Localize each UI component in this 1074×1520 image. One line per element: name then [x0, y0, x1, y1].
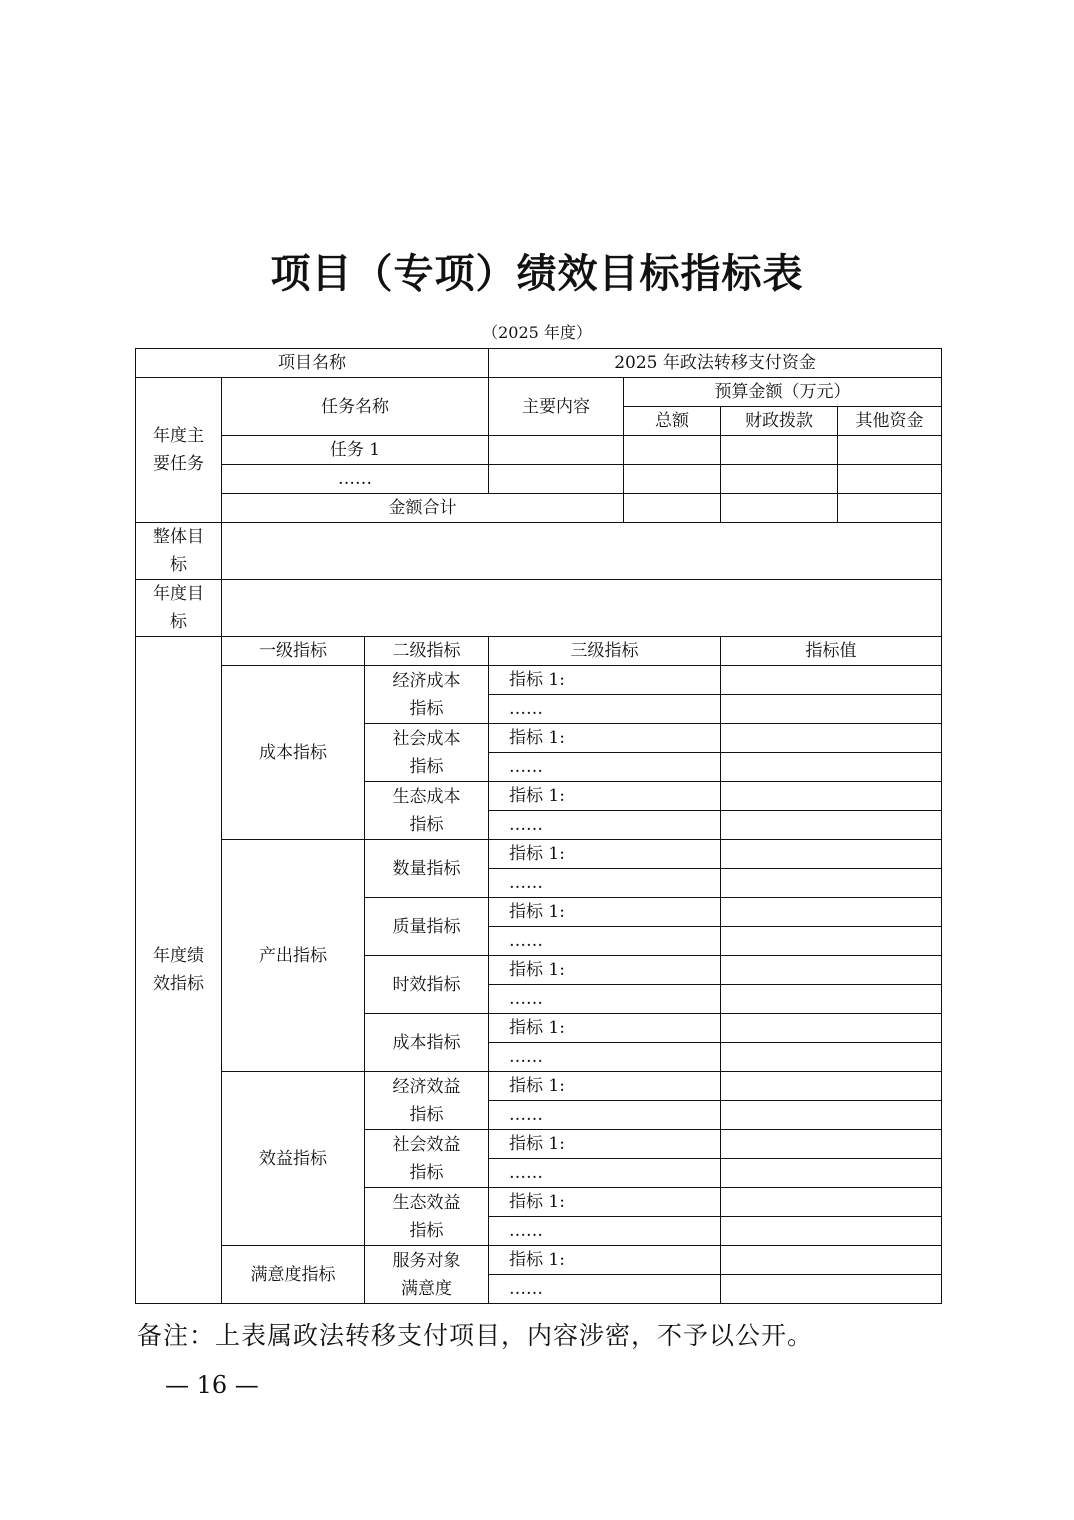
total-header: 总额: [624, 407, 721, 436]
sum-total: [624, 494, 721, 523]
indicator-value-cell: [721, 1130, 942, 1159]
indicator-row: [136, 840, 942, 869]
indicator-value-cell: [721, 1188, 942, 1217]
indicator-value-cell: [721, 1043, 942, 1072]
sum-other: [838, 494, 942, 523]
indicator-value-cell: [721, 869, 942, 898]
indicator-value-cell: [721, 724, 942, 753]
task-more-name: ……: [222, 465, 489, 494]
main-content-header: 主要内容: [489, 378, 624, 436]
task-1-total: [624, 436, 721, 465]
level3-indicator-1: 指标 1:: [489, 666, 721, 695]
level3-header: 三级指标: [489, 637, 721, 666]
task-more-content: [489, 465, 624, 494]
task-1-fiscal: [721, 436, 838, 465]
indicator-value-cell: [721, 840, 942, 869]
level3-indicator-1: 指标 1:: [489, 956, 721, 985]
indicator-value-cell: [721, 898, 942, 927]
level3-indicator-1: 指标 1:: [489, 1014, 721, 1043]
level3-indicator-more: ……: [489, 985, 721, 1014]
indicator-value-cell: [721, 753, 942, 782]
indicator-value-cell: [721, 927, 942, 956]
level3-indicator-more: ……: [489, 811, 721, 840]
level2-indicator: 生态效益指标: [365, 1188, 489, 1246]
level3-indicator-1: 指标 1:: [489, 1130, 721, 1159]
level3-indicator-more: ……: [489, 1159, 721, 1188]
task-more-fiscal: [721, 465, 838, 494]
indicator-value-cell: [721, 1246, 942, 1275]
indicator-value-header: 指标值: [721, 637, 942, 666]
indicator-row: [136, 666, 942, 695]
indicator-value-cell: [721, 1101, 942, 1130]
level3-indicator-more: ……: [489, 695, 721, 724]
level2-indicator: 生态成本指标: [365, 782, 489, 840]
level2-indicator: 质量指标: [365, 898, 489, 956]
indicator-value-cell: [721, 1014, 942, 1043]
level3-indicator-1: 指标 1:: [489, 898, 721, 927]
performance-target-table: [135, 348, 942, 1304]
level3-indicator-more: ……: [489, 927, 721, 956]
indicator-value-cell: [721, 1072, 942, 1101]
indicator-value-cell: [721, 985, 942, 1014]
level3-indicator-1: 指标 1:: [489, 724, 721, 753]
indicator-value-cell: [721, 1275, 942, 1304]
level3-indicator-1: 指标 1:: [489, 1188, 721, 1217]
task-more-total: [624, 465, 721, 494]
level2-indicator: 时效指标: [365, 956, 489, 1014]
level2-indicator: 社会成本指标: [365, 724, 489, 782]
indicator-value-cell: [721, 782, 942, 811]
budget-header: 预算金额（万元）: [624, 378, 942, 407]
page-title: 项目（专项）绩效目标指标表: [270, 251, 804, 297]
other-funds-header: 其他资金: [838, 407, 942, 436]
annual-goal-label: 年度目标: [136, 580, 222, 637]
level2-indicator: 服务对象满意度: [365, 1246, 489, 1304]
level2-header: 二级指标: [365, 637, 489, 666]
annual-goal-content: [222, 580, 942, 637]
level3-indicator-more: ……: [489, 753, 721, 782]
task-name-header: 任务名称: [222, 378, 489, 436]
remark-note: 备注：上表属政法转移支付项目，内容涉密，不予以公开。: [137, 1321, 814, 1350]
indicator-row: [136, 1246, 942, 1275]
indicator-value-cell: [721, 956, 942, 985]
level3-indicator-1: 指标 1:: [489, 1072, 721, 1101]
level1-indicator: 效益指标: [222, 1072, 365, 1246]
indicator-value-cell: [721, 666, 942, 695]
level3-indicator-1: 指标 1:: [489, 840, 721, 869]
level3-indicator-more: ……: [489, 1101, 721, 1130]
level1-indicator: 满意度指标: [222, 1246, 365, 1304]
level2-indicator: 经济成本指标: [365, 666, 489, 724]
level2-indicator: 社会效益指标: [365, 1130, 489, 1188]
level1-indicator: 产出指标: [222, 840, 365, 1072]
level3-indicator-1: 指标 1:: [489, 1246, 721, 1275]
level3-indicator-more: ……: [489, 869, 721, 898]
level3-indicator-more: ……: [489, 1043, 721, 1072]
fiscal-header: 财政拨款: [721, 407, 838, 436]
annual-performance-label: 年度绩效指标: [136, 637, 222, 1304]
task-1-content: [489, 436, 624, 465]
project-name-value: 2025 年政法转移支付资金: [489, 349, 942, 378]
overall-goal-content: [222, 523, 942, 580]
level2-indicator: 经济效益指标: [365, 1072, 489, 1130]
level3-indicator-more: ……: [489, 1275, 721, 1304]
page-number: — 16 —: [165, 1371, 259, 1399]
indicator-value-cell: [721, 811, 942, 840]
annual-tasks-label: 年度主要任务: [136, 378, 222, 523]
indicator-value-cell: [721, 1159, 942, 1188]
task-1-name: 任务 1: [222, 436, 489, 465]
overall-goal-label: 整体目标: [136, 523, 222, 580]
level2-indicator: 成本指标: [365, 1014, 489, 1072]
sum-fiscal: [721, 494, 838, 523]
level3-indicator-1: 指标 1:: [489, 782, 721, 811]
year-subtitle: （2025 年度）: [482, 323, 592, 342]
level1-header: 一级指标: [222, 637, 365, 666]
indicator-value-cell: [721, 695, 942, 724]
indicator-row: [136, 1072, 942, 1101]
level3-indicator-more: ……: [489, 1217, 721, 1246]
project-name-label: 项目名称: [136, 349, 489, 378]
indicator-value-cell: [721, 1217, 942, 1246]
sum-label: 金额合计: [222, 494, 624, 523]
task-more-other: [838, 465, 942, 494]
level2-indicator: 数量指标: [365, 840, 489, 898]
level1-indicator: 成本指标: [222, 666, 365, 840]
task-1-other: [838, 436, 942, 465]
